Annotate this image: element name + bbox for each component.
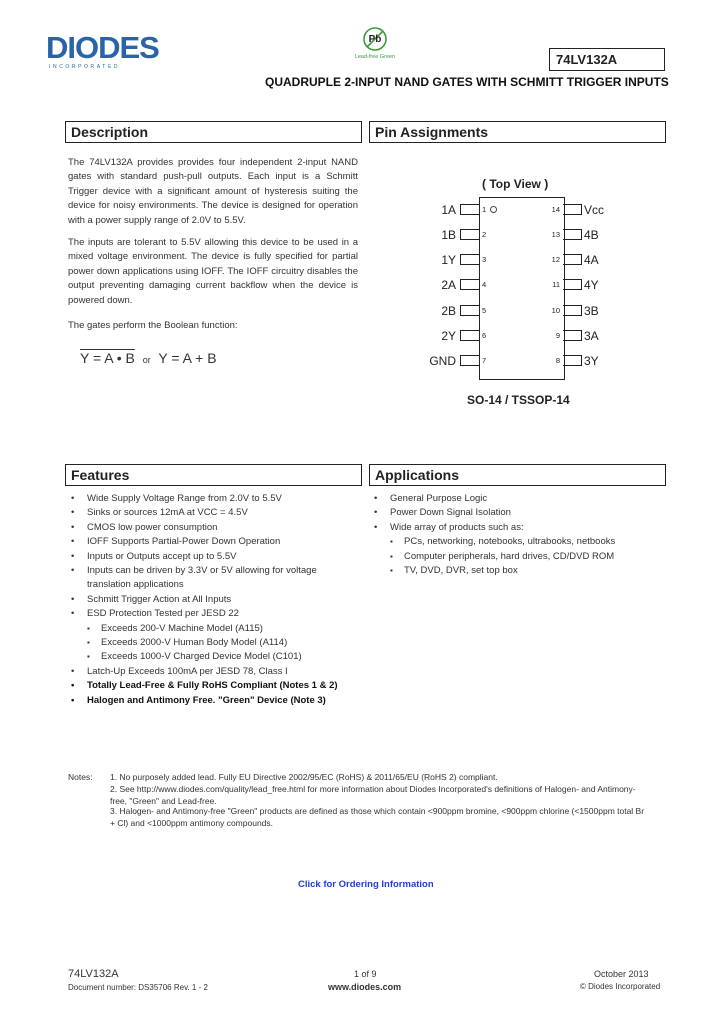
list-item: • Totally Lead-Free & Fully RoHS Compliant (Notes 1 & 2) bbox=[71, 679, 356, 693]
list-item: • ESD Protection Tested per JESD 22 bbox=[71, 607, 356, 621]
footer-part: 74LV132A bbox=[68, 968, 119, 980]
pin-number-left: 2 bbox=[482, 230, 487, 239]
list-item: ▪ Computer peripherals, hard drives, CD/DVD ROM bbox=[374, 550, 659, 564]
pin-lead-left bbox=[460, 279, 479, 290]
company-logo bbox=[46, 32, 159, 70]
pin-lead-right bbox=[563, 204, 582, 215]
pin-number-left: 7 bbox=[482, 356, 487, 365]
pin-lead-left bbox=[460, 355, 479, 366]
pin-label-right: 4B bbox=[584, 228, 599, 242]
pin-number-right: 13 bbox=[551, 230, 560, 239]
package-label: SO-14 / TSSOP-14 bbox=[467, 393, 570, 407]
pin-label-left: 1B bbox=[441, 228, 456, 242]
part-number-box: 74LV132A bbox=[549, 48, 665, 71]
list-item: ▪ TV, DVD, DVR, set top box bbox=[374, 564, 659, 578]
pin-lead-right bbox=[563, 254, 582, 265]
list-item: • Power Down Signal Isolation bbox=[374, 506, 659, 520]
pin-number-left: 6 bbox=[482, 331, 487, 340]
pin-lead-left bbox=[460, 305, 479, 316]
pin-lead-right bbox=[563, 330, 582, 341]
list-item: ▪ Exceeds 1000-V Charged Device Model (C101) bbox=[71, 650, 356, 664]
pin-lead-left bbox=[460, 229, 479, 240]
applications-heading: Applications bbox=[369, 464, 666, 486]
notes-label: Notes: bbox=[68, 772, 93, 782]
footer-docnum: Document number: DS35706 Rev. 1 - 2 bbox=[68, 983, 208, 992]
pin-number-right: 8 bbox=[555, 356, 560, 365]
description-paragraph-2: The inputs are tolerant to 5.5V allowing this device to be used in a mixed voltage environment. The device is fully specified for partial power down applications using IOFF. The IOFF circuitry disables the output preventing damaging current backflow when the device is powered down. bbox=[68, 237, 358, 306]
note-2: 2. See http://www.diodes.com/quality/lead_free.html for more information about Diodes Incorporated's definitions of Halogen- and Antimony-free, "Green" and Lead-free. bbox=[110, 784, 636, 806]
pin-lead-left bbox=[460, 254, 479, 265]
pin-number-left: 1 bbox=[482, 205, 487, 214]
pin-number-left: 3 bbox=[482, 255, 487, 264]
pin-assignments-heading: Pin Assignments bbox=[369, 121, 666, 143]
pin-lead-right bbox=[563, 355, 582, 366]
description-heading: Description bbox=[65, 121, 362, 143]
features-heading: Features bbox=[65, 464, 362, 486]
description-paragraph-1: The 74LV132A provides provides four independent 2-input NAND gates with standard push-pull outputs. Each input is a Schmitt Trigger device with a significant amount of hysteresis suiting the device for noisy environments. The device is designed for operation with a power supply range of 2.0V to 5.5V. bbox=[68, 157, 358, 226]
note-3: 3. Halogen- and Antimony-free "Green" products are defined as those which contain <900ppm bromine, <900ppm chlorine (<1500ppm total Br + Cl) and <1000ppm antimony compounds. bbox=[110, 806, 645, 828]
applications-list bbox=[374, 492, 659, 578]
pin1-marker bbox=[490, 206, 497, 213]
list-item: • Wide array of products such as: bbox=[374, 521, 659, 535]
pin-lead-left bbox=[460, 330, 479, 341]
footer-url[interactable]: www.diodes.com bbox=[328, 982, 402, 992]
footer-copyright: © Diodes Incorporated bbox=[580, 982, 661, 991]
pin-number-right: 14 bbox=[551, 205, 560, 214]
pin-label-right: 3A bbox=[584, 329, 599, 343]
pin-label-right: 3Y bbox=[584, 354, 599, 368]
pin-number-left: 5 bbox=[482, 306, 487, 315]
list-item: • General Purpose Logic bbox=[374, 492, 659, 506]
pin-label-left: GND bbox=[429, 354, 456, 368]
ordering-info-link[interactable]: Click for Ordering Information bbox=[298, 879, 434, 890]
note-1: 1. No purposely added lead. Fully EU Directive 2002/95/EC (RoHS) & 2011/65/EU (RoHS 2) compliant. bbox=[110, 772, 498, 782]
list-item: ▪ Exceeds 2000-V Human Body Model (A114) bbox=[71, 636, 356, 650]
list-item: • Halogen and Antimony Free. "Green" Device (Note 3) bbox=[71, 694, 356, 708]
pin-label-left: 2A bbox=[441, 278, 456, 292]
pin-label-right: Vcc bbox=[584, 203, 605, 217]
pin-label-right: 3B bbox=[584, 304, 599, 318]
list-item: ▪ PCs, networking, notebooks, ultrabooks, netbooks bbox=[374, 535, 659, 549]
pin-label-right: 4A bbox=[584, 253, 599, 267]
boolean-equation bbox=[80, 350, 217, 366]
pin-label-left: 1A bbox=[441, 203, 456, 217]
equation-nand: Y = A • B bbox=[80, 350, 135, 366]
list-item: • Wide Supply Voltage Range from 2.0V to 5.5V bbox=[71, 492, 356, 506]
pin-lead-right bbox=[563, 229, 582, 240]
list-item: • CMOS low power consumption bbox=[71, 521, 356, 535]
pin-number-right: 9 bbox=[555, 331, 560, 340]
list-item: • Inputs can be driven by 3.3V or 5V allowing for voltage translation applications bbox=[71, 564, 356, 593]
equation-or-word: or bbox=[142, 355, 151, 365]
lead-free-caption: Lead-free Green bbox=[354, 54, 396, 60]
top-view-label: ( Top View ) bbox=[482, 177, 549, 191]
footer-page: 1 of 9 bbox=[354, 969, 377, 979]
pin-number-left: 4 bbox=[482, 280, 487, 289]
lead-free-icon bbox=[361, 26, 389, 52]
features-list bbox=[71, 492, 356, 708]
pb-symbol: Pb bbox=[368, 34, 382, 45]
list-item: ▪ Exceeds 200-V Machine Model (A115) bbox=[71, 622, 356, 636]
pin-label-left: 2B bbox=[441, 304, 456, 318]
pin-number-right: 12 bbox=[551, 255, 560, 264]
pin-lead-left bbox=[460, 204, 479, 215]
equation-or-form: Y = A + B bbox=[158, 350, 217, 366]
pin-label-right: 4Y bbox=[584, 278, 599, 292]
pin-lead-right bbox=[563, 305, 582, 316]
logo-subtitle: INCORPORATED bbox=[49, 64, 121, 70]
document-title: QUADRUPLE 2-INPUT NAND GATES WITH SCHMITT TRIGGER INPUTS bbox=[265, 75, 669, 89]
footer-date: October 2013 bbox=[594, 969, 649, 979]
list-item: • Schmitt Trigger Action at All Inputs bbox=[71, 593, 356, 607]
list-item: • Sinks or sources 12mA at VCC = 4.5V bbox=[71, 506, 356, 520]
description-paragraph-3: The gates perform the Boolean function: bbox=[68, 320, 238, 331]
logo-text: DIODES bbox=[46, 30, 159, 65]
pin-lead-right bbox=[563, 279, 582, 290]
list-item: • Latch-Up Exceeds 100mA per JESD 78, Class I bbox=[71, 665, 356, 679]
pin-label-left: 2Y bbox=[441, 329, 456, 343]
list-item: • Inputs or Outputs accept up to 5.5V bbox=[71, 550, 356, 564]
list-item: • IOFF Supports Partial-Power Down Operation bbox=[71, 535, 356, 549]
lead-free-badge bbox=[352, 26, 398, 60]
pin-label-left: 1Y bbox=[441, 253, 456, 267]
pin-number-right: 11 bbox=[552, 280, 560, 289]
pin-number-right: 10 bbox=[551, 306, 560, 315]
